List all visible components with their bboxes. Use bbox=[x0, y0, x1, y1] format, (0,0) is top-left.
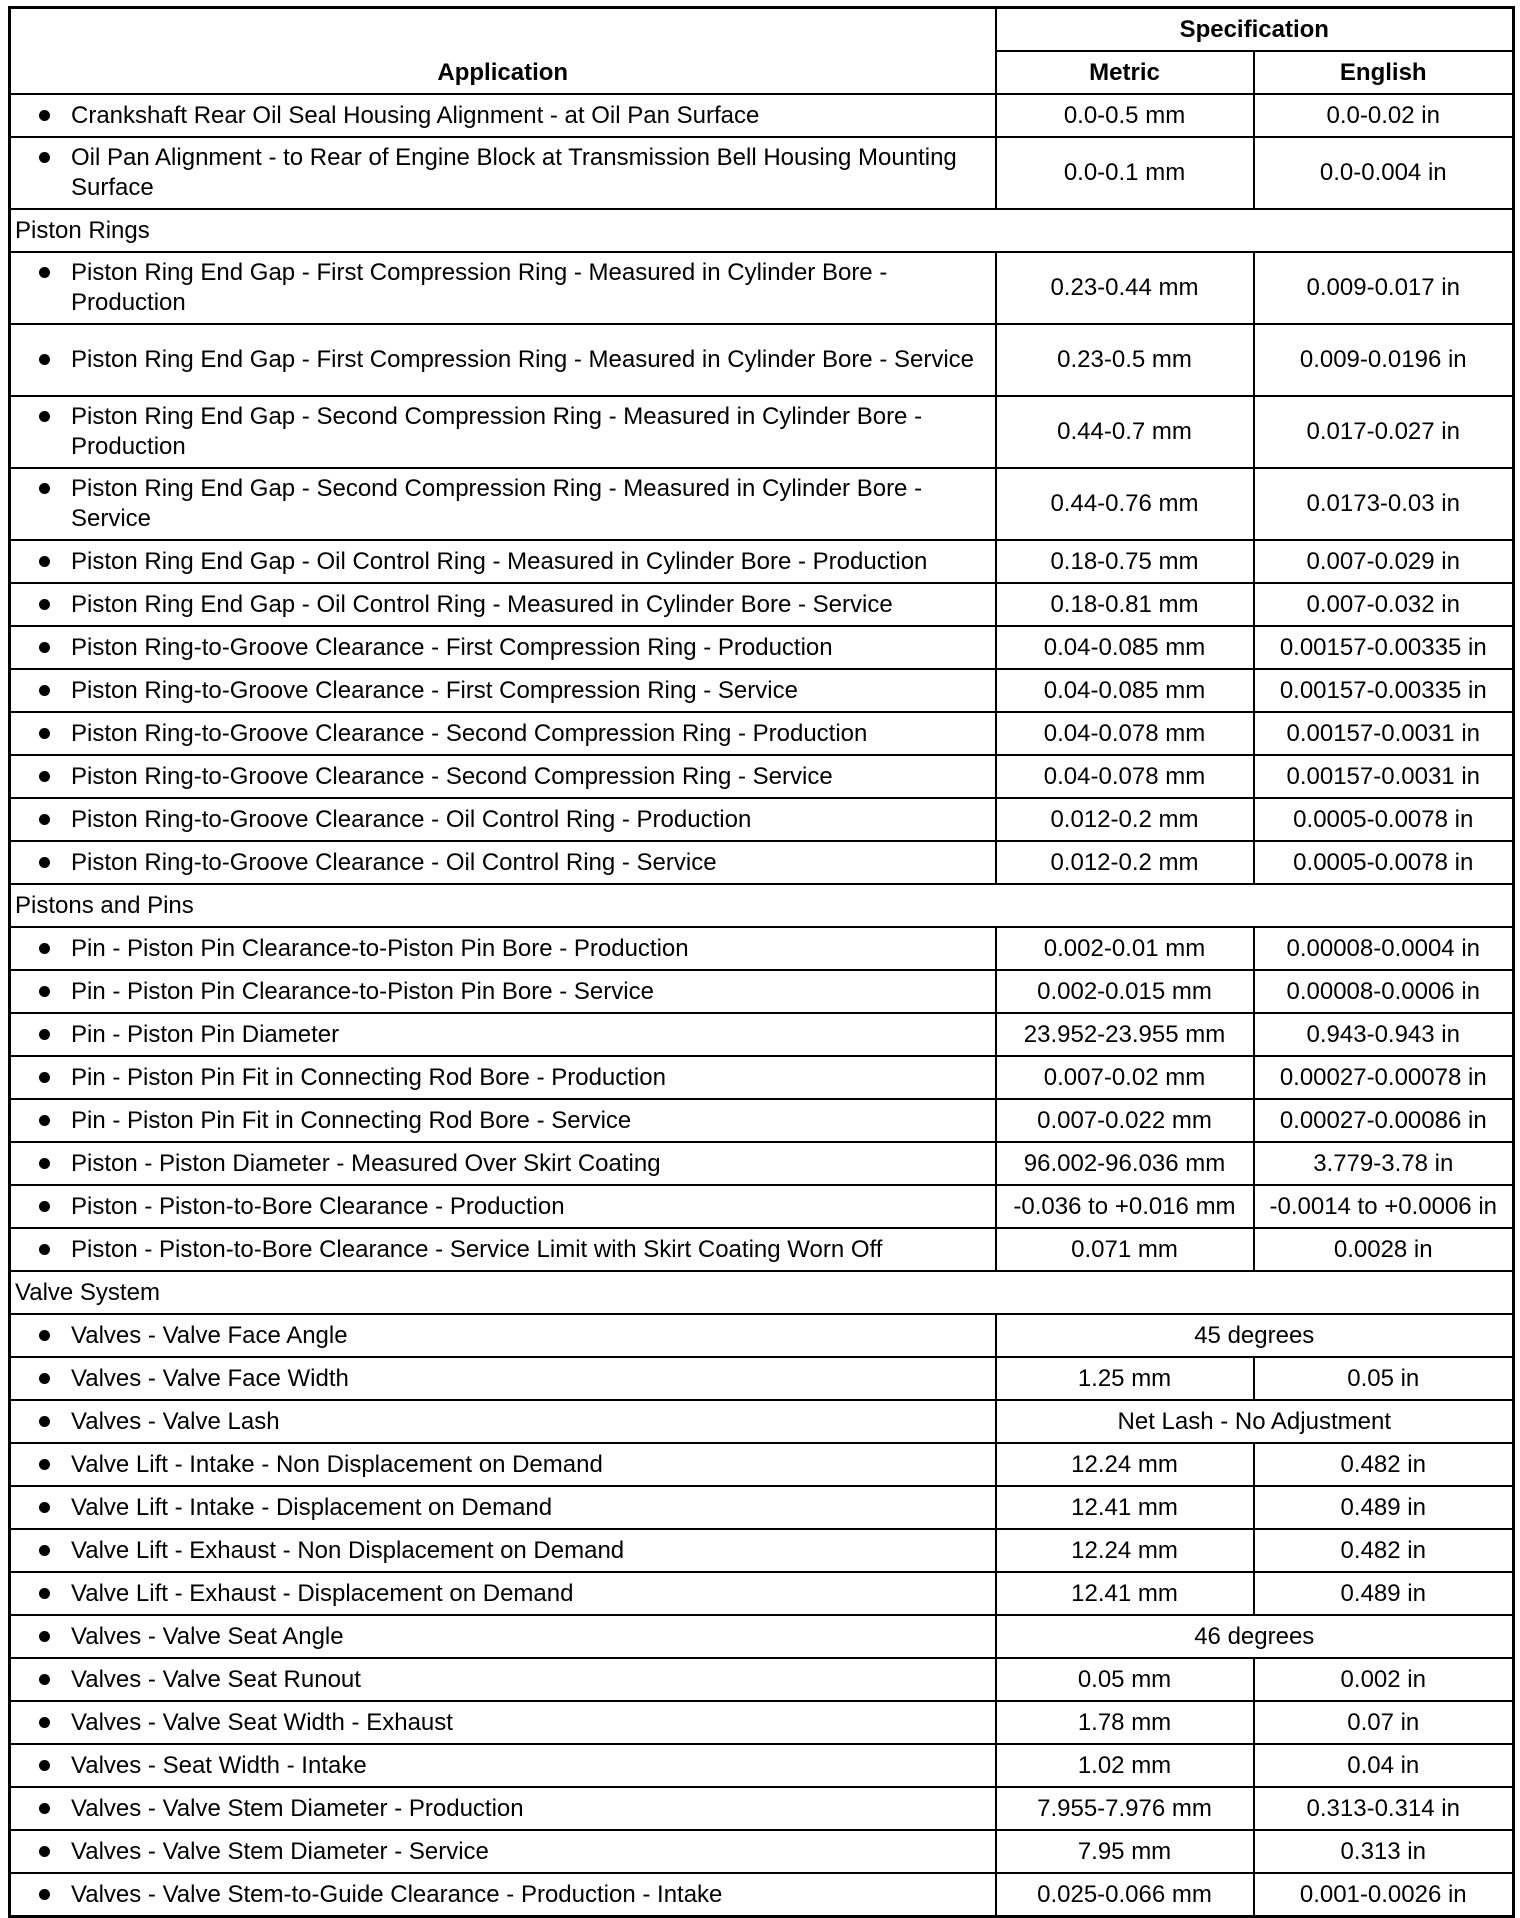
english-value: 0.009-0.017 in bbox=[1254, 252, 1514, 324]
bullet-icon bbox=[39, 152, 50, 163]
spec-value-merged: Net Lash - No Adjustment bbox=[996, 1400, 1514, 1443]
english-value: 0.0-0.02 in bbox=[1254, 94, 1514, 137]
metric-value: 0.0-0.5 mm bbox=[996, 94, 1254, 137]
header-specification: Specification bbox=[996, 8, 1514, 52]
section-heading: Valve System bbox=[10, 1271, 1514, 1314]
table-row bbox=[10, 626, 1514, 669]
english-value: 0.00157-0.00335 in bbox=[1254, 626, 1514, 669]
bullet-icon bbox=[39, 1330, 50, 1341]
metric-value: 0.44-0.76 mm bbox=[996, 468, 1254, 540]
header-row-top bbox=[10, 8, 1514, 52]
bullet-icon bbox=[39, 642, 50, 653]
english-value: 0.0005-0.0078 in bbox=[1254, 841, 1514, 884]
bullet-icon bbox=[39, 1244, 50, 1255]
application-text: Piston Ring End Gap - First Compression Ring - Measured in Cylinder Bore - Service bbox=[71, 346, 975, 373]
table-row bbox=[10, 1228, 1514, 1271]
application-text: Valves - Valve Seat Width - Exhaust bbox=[71, 1708, 453, 1736]
metric-value: 0.007-0.022 mm bbox=[996, 1099, 1254, 1142]
bullet-icon bbox=[39, 685, 50, 696]
specification-table bbox=[8, 6, 1515, 1918]
application-entry bbox=[39, 1622, 985, 1652]
table-row bbox=[10, 1701, 1514, 1744]
application-cell bbox=[10, 1744, 996, 1787]
table-row bbox=[10, 583, 1514, 626]
application-text: Valve Lift - Exhaust - Non Displacement on Demand bbox=[71, 1536, 625, 1564]
application-entry bbox=[39, 1192, 985, 1222]
table-row bbox=[10, 1314, 1514, 1357]
application-entry bbox=[39, 1407, 985, 1437]
metric-value: 0.04-0.078 mm bbox=[996, 712, 1254, 755]
english-value: 0.00157-0.0031 in bbox=[1254, 755, 1514, 798]
application-entry bbox=[39, 719, 985, 749]
english-value: 0.482 in bbox=[1254, 1529, 1514, 1572]
table-row bbox=[10, 927, 1514, 970]
english-value: 0.313 in bbox=[1254, 1830, 1514, 1873]
metric-value: 0.18-0.75 mm bbox=[996, 540, 1254, 583]
application-cell bbox=[10, 583, 996, 626]
table-row bbox=[10, 841, 1514, 884]
application-cell bbox=[10, 798, 996, 841]
application-text: Valves - Valve Seat Angle bbox=[71, 1622, 344, 1650]
metric-value: 0.002-0.015 mm bbox=[996, 970, 1254, 1013]
application-cell bbox=[10, 1357, 996, 1400]
english-value: 0.009-0.0196 in bbox=[1254, 324, 1514, 396]
application-text: Piston Ring End Gap - Second Compression Ring - Measured in Cylinder Bore - Production bbox=[71, 403, 923, 460]
metric-value: 0.04-0.085 mm bbox=[996, 669, 1254, 712]
application-cell bbox=[10, 1830, 996, 1873]
metric-value: 12.24 mm bbox=[996, 1529, 1254, 1572]
bullet-icon bbox=[39, 1846, 50, 1857]
application-cell bbox=[10, 540, 996, 583]
application-entry bbox=[39, 474, 985, 534]
bullet-icon bbox=[39, 1674, 50, 1685]
metric-value: 0.05 mm bbox=[996, 1658, 1254, 1701]
english-value: 0.007-0.029 in bbox=[1254, 540, 1514, 583]
english-value: 0.0005-0.0078 in bbox=[1254, 798, 1514, 841]
english-value: 0.002 in bbox=[1254, 1658, 1514, 1701]
application-cell bbox=[10, 396, 996, 468]
application-cell bbox=[10, 1873, 996, 1917]
table-row bbox=[10, 1830, 1514, 1873]
bullet-icon bbox=[39, 1889, 50, 1900]
application-cell bbox=[10, 841, 996, 884]
application-cell bbox=[10, 1142, 996, 1185]
application-entry bbox=[39, 101, 985, 131]
metric-value: 0.0-0.1 mm bbox=[996, 137, 1254, 209]
application-entry bbox=[39, 1579, 985, 1609]
application-entry bbox=[39, 1493, 985, 1523]
application-cell bbox=[10, 1228, 996, 1271]
section-row bbox=[10, 209, 1514, 252]
english-value: 0.00157-0.00335 in bbox=[1254, 669, 1514, 712]
english-value: 0.05 in bbox=[1254, 1357, 1514, 1400]
section-heading: Pistons and Pins bbox=[10, 884, 1514, 927]
metric-value: 0.025-0.066 mm bbox=[996, 1873, 1254, 1917]
metric-value: 0.04-0.078 mm bbox=[996, 755, 1254, 798]
table-row bbox=[10, 1873, 1514, 1917]
table-row bbox=[10, 798, 1514, 841]
application-entry bbox=[39, 1708, 985, 1738]
application-entry bbox=[39, 1106, 985, 1136]
application-cell bbox=[10, 324, 996, 396]
metric-value: 12.41 mm bbox=[996, 1486, 1254, 1529]
table-row bbox=[10, 94, 1514, 137]
application-text: Valves - Valve Lash bbox=[71, 1407, 280, 1435]
bullet-icon bbox=[39, 1545, 50, 1556]
english-value: 0.482 in bbox=[1254, 1443, 1514, 1486]
metric-value: 0.44-0.7 mm bbox=[996, 396, 1254, 468]
header-english: English bbox=[1254, 51, 1514, 94]
bullet-icon bbox=[39, 986, 50, 997]
english-value: 0.0173-0.03 in bbox=[1254, 468, 1514, 540]
application-entry bbox=[39, 1794, 985, 1824]
metric-value: 0.23-0.44 mm bbox=[996, 252, 1254, 324]
application-cell bbox=[10, 1787, 996, 1830]
english-value: 0.00157-0.0031 in bbox=[1254, 712, 1514, 755]
table-row bbox=[10, 137, 1514, 209]
application-text: Crankshaft Rear Oil Seal Housing Alignment - at Oil Pan Surface bbox=[71, 101, 760, 129]
table-row bbox=[10, 252, 1514, 324]
bullet-icon bbox=[39, 1631, 50, 1642]
application-cell bbox=[10, 137, 996, 209]
metric-value: 96.002-96.036 mm bbox=[996, 1142, 1254, 1185]
bullet-icon bbox=[39, 728, 50, 739]
application-entry bbox=[39, 1364, 985, 1394]
english-value: -0.0014 to +0.0006 in bbox=[1254, 1185, 1514, 1228]
table-row bbox=[10, 1357, 1514, 1400]
application-entry bbox=[39, 1149, 985, 1179]
table-row bbox=[10, 1443, 1514, 1486]
bullet-icon bbox=[39, 1803, 50, 1814]
english-value: 0.04 in bbox=[1254, 1744, 1514, 1787]
application-cell bbox=[10, 1701, 996, 1744]
metric-value: 0.23-0.5 mm bbox=[996, 324, 1254, 396]
application-entry bbox=[39, 1880, 985, 1910]
table-row bbox=[10, 1400, 1514, 1443]
bullet-icon bbox=[39, 267, 50, 278]
application-cell bbox=[10, 94, 996, 137]
bullet-icon bbox=[39, 857, 50, 868]
application-text: Piston Ring End Gap - Oil Control Ring - Measured in Cylinder Bore - Production bbox=[71, 547, 928, 575]
metric-value: -0.036 to +0.016 mm bbox=[996, 1185, 1254, 1228]
spec-value-merged: 46 degrees bbox=[996, 1615, 1514, 1658]
application-text: Piston Ring-to-Groove Clearance - First Compression Ring - Service bbox=[71, 676, 798, 704]
application-text: Pin - Piston Pin Clearance-to-Piston Pin Bore - Service bbox=[71, 977, 654, 1005]
application-text: Valves - Valve Stem-to-Guide Clearance - Production - Intake bbox=[71, 1880, 723, 1908]
english-value: 0.001-0.0026 in bbox=[1254, 1873, 1514, 1917]
application-entry bbox=[39, 547, 985, 577]
english-value: 0.0028 in bbox=[1254, 1228, 1514, 1271]
application-entry bbox=[39, 1751, 985, 1781]
application-entry bbox=[39, 1321, 985, 1351]
english-value: 0.017-0.027 in bbox=[1254, 396, 1514, 468]
application-text: Piston Ring-to-Groove Clearance - First Compression Ring - Production bbox=[71, 633, 833, 661]
application-cell bbox=[10, 468, 996, 540]
application-text: Valves - Valve Face Width bbox=[71, 1364, 349, 1392]
english-value: 0.489 in bbox=[1254, 1486, 1514, 1529]
metric-value: 0.18-0.81 mm bbox=[996, 583, 1254, 626]
english-value: 3.779-3.78 in bbox=[1254, 1142, 1514, 1185]
application-text: Valve Lift - Intake - Displacement on Demand bbox=[71, 1493, 553, 1521]
metric-value: 1.02 mm bbox=[996, 1744, 1254, 1787]
application-text: Piston - Piston Diameter - Measured Over Skirt Coating bbox=[71, 1149, 661, 1177]
bullet-icon bbox=[39, 1588, 50, 1599]
application-cell bbox=[10, 927, 996, 970]
bullet-icon bbox=[39, 354, 50, 365]
application-cell bbox=[10, 1056, 996, 1099]
bullet-icon bbox=[39, 1459, 50, 1470]
application-entry bbox=[39, 1665, 985, 1695]
section-row bbox=[10, 1271, 1514, 1314]
english-value: 0.313-0.314 in bbox=[1254, 1787, 1514, 1830]
application-entry bbox=[39, 977, 985, 1007]
application-cell bbox=[10, 1013, 996, 1056]
table-row bbox=[10, 1615, 1514, 1658]
table-body bbox=[10, 94, 1514, 1917]
application-entry bbox=[39, 676, 985, 706]
bullet-icon bbox=[39, 1373, 50, 1384]
application-cell bbox=[10, 669, 996, 712]
bullet-icon bbox=[39, 1072, 50, 1083]
application-text: Piston Ring-to-Groove Clearance - Second Compression Ring - Production bbox=[71, 719, 868, 747]
table-row bbox=[10, 1787, 1514, 1830]
bullet-icon bbox=[39, 1760, 50, 1771]
application-text: Pin - Piston Pin Fit in Connecting Rod Bore - Production bbox=[71, 1063, 666, 1091]
spec-value-merged: 45 degrees bbox=[996, 1314, 1514, 1357]
bullet-icon bbox=[39, 1717, 50, 1728]
bullet-icon bbox=[39, 1029, 50, 1040]
table-row bbox=[10, 396, 1514, 468]
application-entry bbox=[39, 848, 985, 878]
table-row bbox=[10, 1056, 1514, 1099]
application-text: Piston Ring-to-Groove Clearance - Oil Control Ring - Service bbox=[71, 848, 717, 876]
table-row bbox=[10, 755, 1514, 798]
application-text: Valves - Valve Seat Runout bbox=[71, 1665, 361, 1693]
table-row bbox=[10, 1486, 1514, 1529]
metric-value: 7.955-7.976 mm bbox=[996, 1787, 1254, 1830]
bullet-icon bbox=[39, 599, 50, 610]
english-value: 0.00008-0.0004 in bbox=[1254, 927, 1514, 970]
english-value: 0.07 in bbox=[1254, 1701, 1514, 1744]
metric-value: 23.952-23.955 mm bbox=[996, 1013, 1254, 1056]
table-row bbox=[10, 324, 1514, 396]
application-entry bbox=[39, 1536, 985, 1566]
application-text: Pin - Piston Pin Fit in Connecting Rod Bore - Service bbox=[71, 1106, 632, 1134]
application-text: Piston - Piston-to-Bore Clearance - Service Limit with Skirt Coating Worn Off bbox=[71, 1235, 883, 1263]
metric-value: 0.04-0.085 mm bbox=[996, 626, 1254, 669]
metric-value: 12.24 mm bbox=[996, 1443, 1254, 1486]
table-row bbox=[10, 669, 1514, 712]
metric-value: 1.25 mm bbox=[996, 1357, 1254, 1400]
application-text: Oil Pan Alignment - to Rear of Engine Block at Transmission Bell Housing Mounting Surface bbox=[71, 144, 957, 201]
application-cell bbox=[10, 1400, 996, 1443]
application-text: Piston Ring End Gap - Oil Control Ring - Measured in Cylinder Bore - Service bbox=[71, 590, 893, 618]
table-row bbox=[10, 1099, 1514, 1142]
metric-value: 0.071 mm bbox=[996, 1228, 1254, 1271]
application-entry bbox=[39, 1450, 985, 1480]
application-cell bbox=[10, 1314, 996, 1357]
table-row bbox=[10, 1529, 1514, 1572]
table-row bbox=[10, 970, 1514, 1013]
table-row bbox=[10, 712, 1514, 755]
metric-value: 0.007-0.02 mm bbox=[996, 1056, 1254, 1099]
application-text: Pin - Piston Pin Clearance-to-Piston Pin Bore - Production bbox=[71, 934, 689, 962]
application-text: Piston Ring End Gap - First Compression Ring - Measured in Cylinder Bore - Production bbox=[71, 259, 888, 316]
table-row bbox=[10, 1572, 1514, 1615]
application-text: Valves - Valve Stem Diameter - Service bbox=[71, 1837, 489, 1865]
application-entry bbox=[39, 1063, 985, 1093]
table-row bbox=[10, 1744, 1514, 1787]
bullet-icon bbox=[39, 1502, 50, 1513]
application-text: Valve Lift - Exhaust - Displacement on Demand bbox=[71, 1579, 574, 1607]
section-heading: Piston Rings bbox=[10, 209, 1514, 252]
application-entry bbox=[39, 258, 985, 318]
application-entry bbox=[39, 345, 985, 375]
bullet-icon bbox=[39, 110, 50, 121]
english-value: 0.00008-0.0006 in bbox=[1254, 970, 1514, 1013]
application-entry bbox=[39, 1020, 985, 1050]
header-metric: Metric bbox=[996, 51, 1254, 94]
application-entry bbox=[39, 1837, 985, 1867]
metric-value: 0.012-0.2 mm bbox=[996, 841, 1254, 884]
metric-value: 12.41 mm bbox=[996, 1572, 1254, 1615]
application-text: Pin - Piston Pin Diameter bbox=[71, 1020, 340, 1048]
bullet-icon bbox=[39, 483, 50, 494]
application-cell bbox=[10, 1185, 996, 1228]
english-value: 0.00027-0.00086 in bbox=[1254, 1099, 1514, 1142]
application-text: Piston Ring End Gap - Second Compression Ring - Measured in Cylinder Bore - Service bbox=[71, 475, 923, 532]
application-cell bbox=[10, 626, 996, 669]
english-value: 0.943-0.943 in bbox=[1254, 1013, 1514, 1056]
bullet-icon bbox=[39, 1201, 50, 1212]
bullet-icon bbox=[39, 1158, 50, 1169]
application-cell bbox=[10, 970, 996, 1013]
application-cell bbox=[10, 1486, 996, 1529]
application-entry bbox=[39, 590, 985, 620]
application-cell bbox=[10, 755, 996, 798]
english-value: 0.00027-0.00078 in bbox=[1254, 1056, 1514, 1099]
table-header bbox=[10, 8, 1514, 95]
table-row bbox=[10, 1185, 1514, 1228]
application-entry bbox=[39, 143, 985, 203]
application-entry bbox=[39, 1235, 985, 1265]
application-cell bbox=[10, 1572, 996, 1615]
application-cell bbox=[10, 712, 996, 755]
application-text: Valves - Valve Face Angle bbox=[71, 1321, 348, 1349]
bullet-icon bbox=[39, 1115, 50, 1126]
metric-value: 0.012-0.2 mm bbox=[996, 798, 1254, 841]
metric-value: 7.95 mm bbox=[996, 1830, 1254, 1873]
table-row bbox=[10, 540, 1514, 583]
english-value: 0.0-0.004 in bbox=[1254, 137, 1514, 209]
bullet-icon bbox=[39, 556, 50, 567]
metric-value: 0.002-0.01 mm bbox=[996, 927, 1254, 970]
english-value: 0.489 in bbox=[1254, 1572, 1514, 1615]
application-entry bbox=[39, 805, 985, 835]
english-value: 0.007-0.032 in bbox=[1254, 583, 1514, 626]
application-text: Valve Lift - Intake - Non Displacement on Demand bbox=[71, 1450, 603, 1478]
table-row bbox=[10, 468, 1514, 540]
application-text: Piston - Piston-to-Bore Clearance - Production bbox=[71, 1192, 565, 1220]
table-row bbox=[10, 1013, 1514, 1056]
application-cell bbox=[10, 252, 996, 324]
header-application: Application bbox=[10, 8, 996, 95]
bullet-icon bbox=[39, 1416, 50, 1427]
section-row bbox=[10, 884, 1514, 927]
bullet-icon bbox=[39, 814, 50, 825]
table-row bbox=[10, 1142, 1514, 1185]
application-text: Piston Ring-to-Groove Clearance - Oil Control Ring - Production bbox=[71, 805, 752, 833]
application-text: Valves - Valve Stem Diameter - Production bbox=[71, 1794, 524, 1822]
metric-value: 1.78 mm bbox=[996, 1701, 1254, 1744]
application-entry bbox=[39, 402, 985, 462]
application-entry bbox=[39, 762, 985, 792]
application-cell bbox=[10, 1658, 996, 1701]
application-text: Valves - Seat Width - Intake bbox=[71, 1751, 367, 1779]
application-entry bbox=[39, 934, 985, 964]
application-cell bbox=[10, 1443, 996, 1486]
bullet-icon bbox=[39, 411, 50, 422]
bullet-icon bbox=[39, 943, 50, 954]
application-cell bbox=[10, 1099, 996, 1142]
bullet-icon bbox=[39, 771, 50, 782]
application-text: Piston Ring-to-Groove Clearance - Second Compression Ring - Service bbox=[71, 762, 833, 790]
application-cell bbox=[10, 1529, 996, 1572]
table-row bbox=[10, 1658, 1514, 1701]
application-entry bbox=[39, 633, 985, 663]
application-cell bbox=[10, 1615, 996, 1658]
